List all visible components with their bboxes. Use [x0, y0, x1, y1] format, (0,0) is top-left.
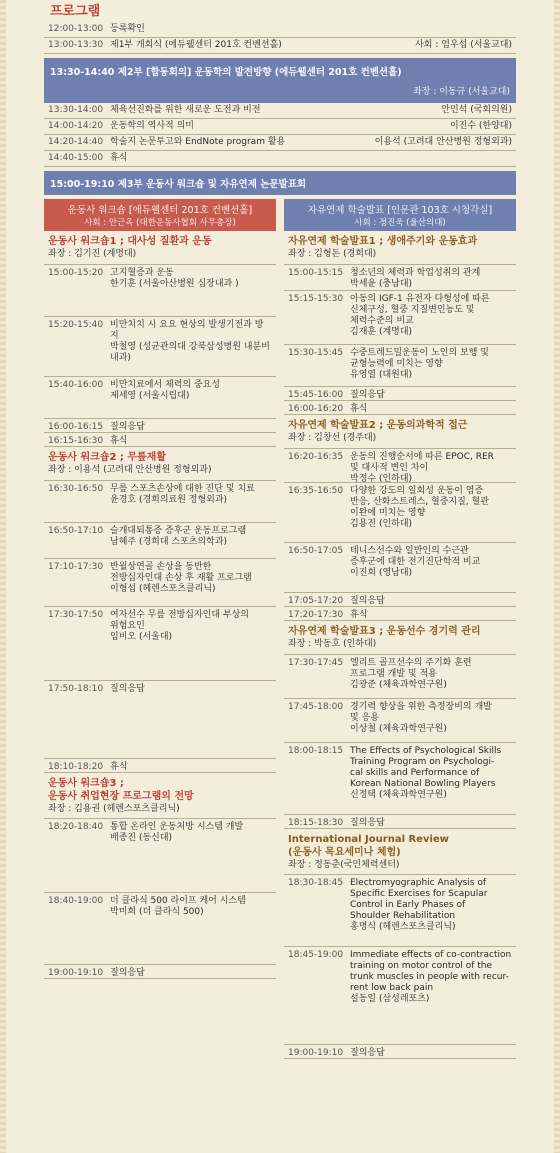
talk-row: [44, 419, 276, 433]
part2-rows: [44, 103, 516, 167]
talk-time: 19:00-19:10: [48, 968, 104, 978]
talk-text: 통합 온라인 운동처방 시스템 개발 배종진 (동신대): [110, 822, 244, 843]
talk-text: 수중트레드밀운동이 노인의 보행 및 균형능력에 미치는 영향 유영열 (대원대): [350, 348, 489, 380]
talk-row: [284, 483, 516, 543]
row-speaker: 사회 : 엄우섭 (서울교대): [415, 40, 512, 50]
talk-time: 15:45-16:00: [288, 390, 344, 400]
talk-time: 18:20-18:40: [48, 822, 104, 832]
talk-time: 17:05-17:20: [288, 596, 344, 606]
session-chair: 좌장 : 김기진 (계명대): [48, 249, 137, 259]
talk-time: 19:00-19:10: [288, 1048, 344, 1058]
free-paper-header-title: 자유연제 학술발표 [인문관 103호 시청각실]: [307, 205, 493, 216]
talk-text: 휴식: [350, 610, 368, 620]
talk-row: [44, 559, 276, 607]
talk-time: 17:30-17:50: [48, 610, 104, 620]
row-time: 14:40-15:00: [48, 153, 104, 163]
schedule-row: [44, 22, 516, 38]
talk-text: 질의응답: [350, 818, 385, 828]
talk-time: 16:20-16:35: [288, 452, 344, 462]
session-name: 운동사 워크숍2 ; 무릎재활: [48, 452, 167, 463]
talk-row: [44, 819, 276, 893]
talk-text: 비만치료에서 체력의 중요성 제세영 (서울시립대): [110, 380, 221, 401]
workshop-header-sub: 사회 : 안근옥 (대한운동사협회 사무총장): [84, 218, 236, 228]
part2-chair: 좌장 : 이동규 (서울교대): [413, 87, 510, 97]
talk-row: [44, 317, 276, 377]
free-paper-header: [284, 199, 516, 231]
session-heading: [44, 231, 276, 265]
talk-text: 테니스선수와 일반인의 수근관 증후군에 대한 전기진단학적 비교 이진희 (영남대): [350, 546, 481, 578]
part2-title: 13:30-14:40 제2부 [합동회의] 운동학의 발전방향 (에듀웰센터 201호 컨벤션홀): [50, 67, 402, 78]
talk-text: 경기력 향상을 위한 측정장비의 개발 및 응용 이상철 (체육과학연구원): [350, 702, 492, 734]
talk-time: 18:15-18:30: [288, 818, 344, 828]
row-text: 제1부 개회식 (에듀웰센터 201호 컨벤션홀): [110, 40, 282, 50]
talk-text: 운동의 진행순서에 따른 EPOC, RER 및 대사적 변인 차이 박정수 (인하대): [350, 452, 494, 484]
session-chair: 좌장 : 박동호 (인하대): [288, 639, 377, 649]
workshop-header-title: 운동사 워크숍 [에듀웰센터 201호 컨벤션홀]: [67, 205, 253, 216]
talk-text: 질의응답: [110, 422, 145, 432]
session-chair: 좌장 : 김형돈 (경희대): [288, 249, 377, 259]
talk-time: 16:50-17:05: [288, 546, 344, 556]
session-heading: [284, 621, 516, 655]
talk-row: [284, 815, 516, 829]
program-document: [44, 0, 516, 1059]
talk-time: 18:30-18:45: [288, 878, 344, 888]
talk-text: 더 클라식 500 라이프 케어 시스템 박미희 (더 클라식 500): [110, 896, 246, 917]
row-time: 13:00-13:30: [48, 40, 104, 50]
talk-text: The Effects of Psychological Skills Training Program on Psychologi- cal skills and Performance of Korean National Bowling Players 신정택 (체육과학연구원): [350, 746, 502, 800]
talk-row: [44, 681, 276, 759]
row-speaker: 이용석 (고려대 안산병원 정형외과): [374, 137, 512, 147]
part2-header: [44, 58, 516, 103]
talk-time: 18:10-18:20: [48, 762, 104, 772]
talk-row: [284, 699, 516, 743]
talk-text: 질의응답: [110, 968, 145, 978]
talk-time: 17:50-18:10: [48, 684, 104, 694]
talk-text: 질의응답: [350, 596, 385, 606]
talk-text: 질의응답: [350, 390, 385, 400]
talk-row: [284, 593, 516, 607]
talk-time: 15:00-15:20: [48, 268, 104, 278]
talk-time: 16:50-17:10: [48, 526, 104, 536]
session-heading: [284, 415, 516, 449]
talk-time: 18:45-19:00: [288, 950, 344, 960]
session-heading: [284, 829, 516, 875]
talk-row: [44, 433, 276, 447]
talk-text: 고지혈증과 운동 한기훈 (서울아산병원 심장내과 ): [110, 268, 239, 289]
talk-text: 비만치치 시 요요 현상의 발생기전과 방지 박철영 (성균관의대 강북삼성병원 내분비내과): [110, 320, 270, 363]
talk-row: [44, 607, 276, 681]
left-border-stripe: [0, 0, 6, 1153]
talk-text: 청소년의 체력과 학업성취의 관계 박세윤 (충남대): [350, 268, 481, 289]
talk-text: 슬개대퇴통증 증후군 운동프로그램 남혜주 (경희대 스포츠의학과): [110, 526, 247, 547]
session-name: International Journal Review (운동사 목요세미나 체험): [288, 834, 449, 858]
talk-time: 16:00-16:20: [288, 404, 344, 414]
talk-time: 17:45-18:00: [288, 702, 344, 712]
talk-row: [44, 481, 276, 523]
row-text: 운동학의 역사적 의미: [110, 121, 194, 131]
schedule-row: [44, 119, 516, 135]
talk-row: [284, 875, 516, 947]
sessions-columns: [44, 199, 516, 1059]
session-heading: [44, 447, 276, 481]
right-border-stripe: [554, 0, 560, 1153]
talk-row: [284, 401, 516, 415]
talk-time: 17:30-17:45: [288, 658, 344, 668]
talk-time: 15:20-15:40: [48, 320, 104, 330]
top-rows: [44, 22, 516, 54]
session-name: 자유연제 학술발표1 ; 생애주기와 운동효과: [288, 236, 478, 247]
program-title: 프로그램: [50, 4, 101, 19]
row-time: 14:20-14:40: [48, 137, 104, 147]
talk-row: [44, 965, 276, 979]
talk-row: [284, 543, 516, 593]
talk-row: [284, 1045, 516, 1059]
talk-row: [44, 265, 276, 317]
row-time: 12:00-13:00: [48, 24, 104, 34]
talk-time: 16:15-16:30: [48, 436, 104, 446]
talk-row: [44, 523, 276, 559]
talk-row: [284, 449, 516, 483]
session-chair: 좌장 : 김용권 (헤렌스포츠클리닉): [48, 804, 180, 814]
talk-row: [44, 377, 276, 419]
schedule-row: [44, 135, 516, 151]
talk-row: [284, 947, 516, 1045]
talk-row: [284, 743, 516, 815]
workshop-column: [44, 199, 276, 1059]
schedule-row: [44, 151, 516, 167]
talk-text: 휴식: [110, 762, 128, 772]
talk-time: 17:10-17:30: [48, 562, 104, 572]
talk-time: 17:20-17:30: [288, 610, 344, 620]
talk-time: 15:30-15:45: [288, 348, 344, 358]
talk-row: [284, 607, 516, 621]
schedule-row: [44, 103, 516, 119]
row-text: 체육선진화를 위한 새로운 도전과 비전: [110, 105, 261, 115]
row-text: 학술지 논문투고와 EndNote program 활용: [110, 137, 286, 147]
talk-text: 질의응답: [110, 684, 145, 694]
part3-title: 15:00-19:10 제3부 운동사 워크숍 및 자유연제 논문발표회: [50, 179, 307, 190]
talk-row: [284, 265, 516, 291]
talk-text: 반월상연골 손상을 동반한 전방십자인대 손상 후 재활 프로그램 이형섭 (헤렌스포츠클리닉): [110, 562, 252, 594]
talk-text: 엘리트 골프선수의 주기화 훈련 프로그램 개발 및 적용 김광준 (체육과학연구원): [350, 658, 472, 690]
row-text: 휴식: [110, 153, 128, 163]
talk-time: 15:00-15:15: [288, 268, 344, 278]
session-chair: 좌장 : 김창선 (경주대): [288, 433, 377, 443]
talk-time: 16:00-16:15: [48, 422, 104, 432]
session-name: 운동사 워크숍1 ; 대사성 질환과 운동: [48, 236, 212, 247]
talk-row: [44, 893, 276, 965]
row-text: 등록확인: [110, 24, 145, 34]
talk-time: 15:40-16:00: [48, 380, 104, 390]
row-speaker: 이진수 (한양대): [449, 121, 512, 131]
talk-time: 18:00-18:15: [288, 746, 344, 756]
talk-text: 휴식: [110, 436, 128, 446]
talk-text: 다양한 강도의 일회성 운동이 염증 반응, 산화스트레스, 혈중지질, 혈관 이완에 미치는 영향 김용진 (인하대): [350, 486, 489, 529]
talk-row: [44, 759, 276, 773]
session-chair: 좌장 : 정동춘(국민체력센터): [288, 860, 400, 870]
session-name: 자유연제 학술발표3 ; 운동선수 경기력 관리: [288, 626, 481, 637]
session-chair: 좌장 : 이용석 (고려대 안산병원 정형외과): [48, 465, 212, 475]
talk-time: 15:15-15:30: [288, 294, 344, 304]
session-heading: [44, 773, 276, 819]
row-time: 14:00-14:20: [48, 121, 104, 131]
talk-time: 16:35-16:50: [288, 486, 344, 496]
talk-text: 아동의 IGF-1 유전자 다형성에 따른 신체구성, 혈중 지질변인농도 및 체력수준의 비교 김재훈 (계명대): [350, 294, 490, 337]
part3-header: [44, 171, 516, 195]
talk-text: 질의응답: [350, 1048, 385, 1058]
talk-text: Electromyographic Analysis of Specific Exercises for Scapular Control in Early Phases of Shoulder Rehabilitation 홍명식 (헤렌스포츠클리닉): [350, 878, 488, 932]
talk-row: [284, 345, 516, 387]
row-speaker: 안민석 (국회의원): [441, 105, 512, 115]
talk-text: 무릎 스포츠손상에 대한 진단 및 치료 윤경호 (경희의료원 정형외과): [110, 484, 255, 505]
schedule-row: [44, 38, 516, 54]
free-paper-column: [284, 199, 516, 1059]
talk-row: [284, 291, 516, 345]
session-name: 자유연제 학술발표2 ; 운동의과학적 접근: [288, 420, 468, 431]
talk-time: 18:40-19:00: [48, 896, 104, 906]
free-paper-header-sub: 사회 : 정진욱 (울산의대): [354, 218, 446, 228]
session-name: 운동사 워크숍3 ; 운동사 취업현장 프로그램의 전망: [48, 778, 194, 802]
talk-row: [284, 655, 516, 699]
session-heading: [284, 231, 516, 265]
talk-row: [284, 387, 516, 401]
row-time: 13:30-14:00: [48, 105, 104, 115]
talk-time: 16:30-16:50: [48, 484, 104, 494]
talk-text: 여자선수 무릎 전방십자인대 부상의 위험요인 임비오 (서울대): [110, 610, 249, 642]
talk-text: 휴식: [350, 404, 368, 414]
talk-text: Immediate effects of co-contraction training on motor control of the trunk muscles in people with recur- rent low back pain 설동일 (삼성레포츠): [350, 950, 512, 1004]
workshop-header: [44, 199, 276, 231]
